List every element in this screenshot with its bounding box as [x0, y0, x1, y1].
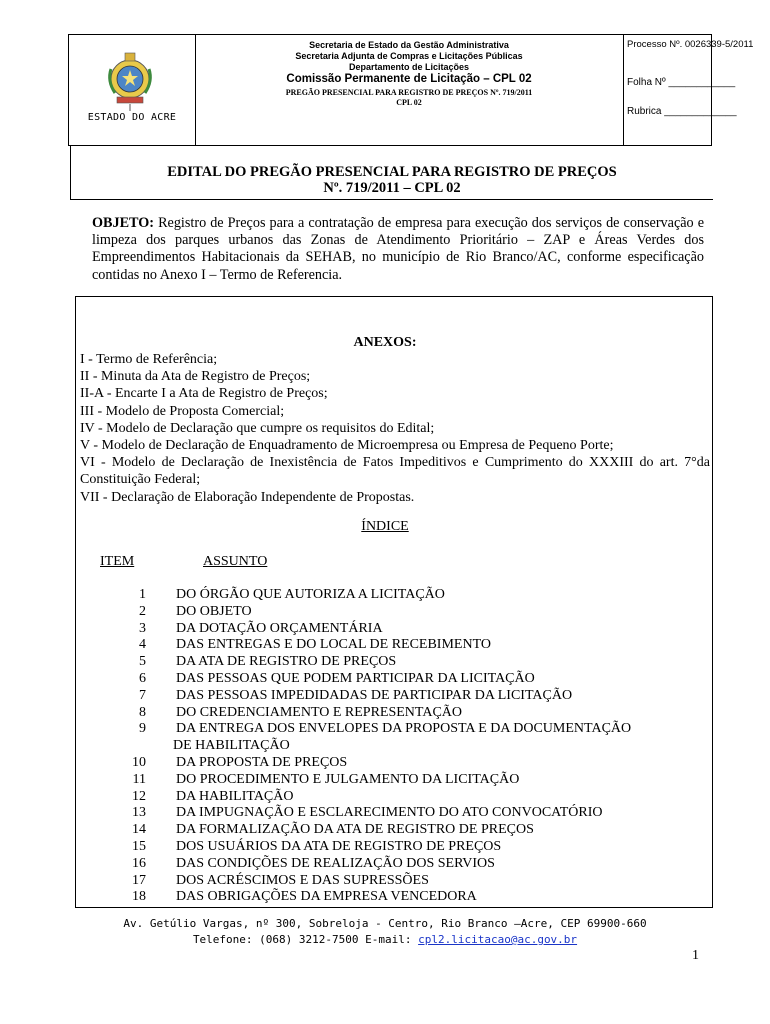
- document-header: [68, 34, 754, 146]
- footer-contact: [0, 933, 770, 946]
- edital-title-line2: Nº. 719/2011 – CPL 02: [323, 180, 461, 196]
- indice-title: ÍNDICE: [361, 519, 409, 534]
- indice-item-subject: DAS CONDIÇÕES DE REALIZAÇÃO DOS SERVIOS: [176, 855, 495, 871]
- anexo-item: VII - Declaração de Elaboração Independente de Propostas.: [80, 489, 415, 505]
- indice-item-subject: DO CREDENCIAMENTO E REPRESENTAÇÃO: [176, 704, 463, 720]
- indice-row-continuation: [0, 738, 770, 755]
- anexo-item: I - Termo de Referência;: [80, 352, 218, 367]
- indice-item-subject: DOS USUÁRIOS DA ATA DE REGISTRO DE PREÇOS: [176, 839, 502, 854]
- header-line-pregao: PREGÃO PRESENCIAL PARA REGISTRO DE PREÇOS Nº. 719/2011: [285, 88, 533, 97]
- indice-row: [0, 873, 770, 890]
- rubrica-field: Rubrica _____________: [627, 106, 737, 117]
- indice-row: [0, 705, 770, 722]
- indice-row: [0, 721, 770, 738]
- objeto-paragraph: [92, 215, 704, 284]
- estado-label: ESTADO DO ACRE: [87, 112, 177, 123]
- indice-item-number: 8: [139, 704, 146, 720]
- indice-item-subject: DA FORMALIZAÇÃO DA ATA DE REGISTRO DE PREÇOS: [176, 822, 534, 838]
- anexos-list: [80, 351, 710, 506]
- anexo-item: VI - Modelo de Declaração de Inexistência de Fatos Impeditivos e Cumprimento do XXXIII do art. 7°da Constituição Federal;: [80, 455, 710, 488]
- indice-row: [0, 822, 770, 839]
- indice-row: [0, 839, 770, 856]
- anexo-item: II-A - Encarte I a Ata de Registro de Preços;: [80, 386, 328, 402]
- indice-item-number: 15: [132, 839, 146, 854]
- indice-row: [0, 772, 770, 789]
- indice-item-number: 11: [132, 771, 146, 787]
- indice-row: [0, 856, 770, 873]
- indice-item-number: 14: [132, 822, 146, 838]
- indice-row: [0, 889, 770, 906]
- indice-item-subject: DA HABILITAÇÃO: [176, 788, 294, 804]
- indice-row: [0, 621, 770, 638]
- indice-item-number: 17: [132, 872, 146, 888]
- indice-item-subject-continuation: DE HABILITAÇÃO: [173, 738, 290, 754]
- header-line-comissao: Comissão Permanente de Licitação – CPL 02: [286, 73, 532, 85]
- acre-state-seal-icon: [105, 49, 155, 115]
- folha-field: Folha Nº ____________: [627, 77, 736, 88]
- anexo-item: V - Modelo de Declaração de Enquadramento de Microempresa ou Empresa de Pequeno Porte;: [80, 438, 614, 454]
- indice-row: [0, 789, 770, 806]
- indice-item-number: 18: [132, 889, 146, 905]
- indice-row: [0, 604, 770, 621]
- indice-item-number: 9: [139, 721, 146, 737]
- indice-row: [0, 637, 770, 654]
- indice-item-number: 4: [139, 637, 146, 653]
- header-process-cell: [623, 35, 754, 145]
- footer-phone: Telefone: (068) 3212-7500 E-mail:: [192, 933, 419, 946]
- indice-row: [0, 688, 770, 705]
- indice-item-subject: DAS ENTREGAS E DO LOCAL DE RECEBIMENTO: [176, 637, 491, 653]
- indice-item-subject: DO ÓRGÃO QUE AUTORIZA A LICITAÇÃO: [176, 587, 445, 602]
- processo-number: Processo Nº. 0026339-5/2011: [627, 39, 754, 50]
- indice-row: [0, 671, 770, 688]
- indice-item-number: 10: [132, 755, 146, 770]
- indice-item-subject: DAS OBRIGAÇÕES DA EMPRESA VENCEDORA: [176, 889, 477, 905]
- indice-item-number: 1: [139, 587, 146, 602]
- indice-item-subject: DA PROPOSTA DE PREÇOS: [176, 755, 348, 770]
- indice-item-subject: DA ENTREGA DOS ENVELOPES DA PROPOSTA E DA DOCUMENTAÇÃO: [176, 721, 632, 737]
- header-institution-cell: [195, 35, 624, 145]
- indice-row: [0, 587, 770, 604]
- indice-item-subject: DA IMPUGNAÇÃO E ESCLARECIMENTO DO ATO CONVOCATÓRIO: [176, 805, 603, 821]
- indice-item-subject: DA ATA DE REGISTRO DE PREÇOS: [176, 654, 397, 670]
- indice-col-assunto: ASSUNTO: [203, 554, 268, 569]
- header-line-secretaria: Secretaria de Estado da Gestão Administrativa: [309, 40, 509, 50]
- objeto-text: Registro de Preços para a contratação de empresa para execução dos serviços de conservação e limpeza dos parques urbanos das Zonas de Atendimento Prioritário – ZAP e Áreas Verdes dos Empreendimentos Habitacionais da SEHAB, no município de Rio Branco/AC, conforme especificação contidas no Anexo I – Termo de Referencia.: [92, 215, 704, 283]
- indice-item-subject: DA DOTAÇÃO ORÇAMENTÁRIA: [176, 620, 383, 636]
- header-line-cpl: CPL 02: [396, 98, 422, 107]
- edital-title-box: [70, 146, 713, 200]
- indice-item-number: 3: [139, 620, 146, 636]
- indice-item-number: 2: [139, 603, 146, 619]
- header-line-departamento: Departamento de Licitações: [348, 62, 470, 72]
- indice-item-number: 6: [139, 671, 146, 686]
- footer-email-link[interactable]: cpl2.licitacao@ac.gov.br: [418, 933, 578, 946]
- page-number: 1: [692, 948, 699, 963]
- header-line-secretaria-adjunta: Secretaria Adjunta de Compras e Licitações Públicas: [295, 51, 523, 61]
- anexo-item: III - Modelo de Proposta Comercial;: [80, 403, 285, 419]
- indice-row: [0, 654, 770, 671]
- indice-item-subject: DO PROCEDIMENTO E JULGAMENTO DA LICITAÇÃO: [176, 771, 520, 787]
- indice-item-number: 5: [139, 654, 146, 670]
- indice-item-subject: DOS ACRÉSCIMOS E DAS SUPRESSÕES: [176, 872, 429, 888]
- anexo-item: II - Minuta da Ata de Registro de Preços;: [80, 369, 311, 385]
- anexos-title: ANEXOS:: [353, 335, 417, 350]
- edital-title-line1: EDITAL DO PREGÃO PRESENCIAL PARA REGISTRO DE PREÇOS: [167, 164, 617, 180]
- indice-row: [0, 755, 770, 772]
- indice-item-subject: DO OBJETO: [176, 603, 252, 619]
- anexo-item: IV - Modelo de Declaração que cumpre os requisitos do Edital;: [80, 420, 435, 436]
- indice-row: [0, 805, 770, 822]
- indice-item-number: 7: [139, 687, 146, 703]
- indice-col-item: ITEM: [100, 554, 135, 569]
- footer-address: Av. Getúlio Vargas, nº 300, Sobreloja - Centro, Rio Branco –Acre, CEP 69900-660: [123, 917, 647, 930]
- indice-item-subject: DAS PESSOAS IMPEDIDADAS DE PARTICIPAR DA LICITAÇÃO: [176, 687, 573, 703]
- indice-item-subject: DAS PESSOAS QUE PODEM PARTICIPAR DA LICITAÇÃO: [176, 671, 535, 686]
- indice-item-number: 16: [132, 855, 146, 871]
- indice-item-number: 12: [132, 788, 146, 804]
- objeto-label: OBJETO:: [92, 215, 155, 231]
- header-logo-cell: [69, 35, 196, 145]
- indice-item-number: 13: [132, 805, 146, 821]
